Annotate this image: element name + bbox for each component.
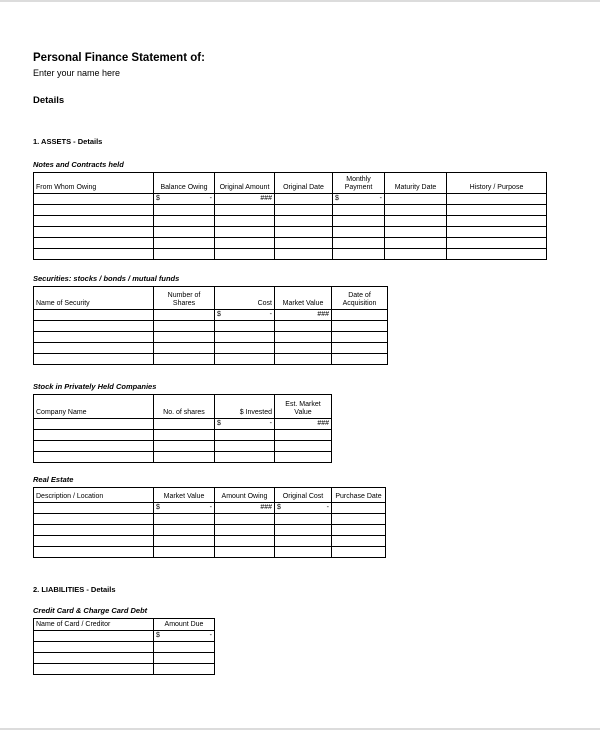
- table-cell[interactable]: [215, 525, 275, 536]
- column-header: Original Amount: [215, 173, 275, 194]
- table-cell[interactable]: [154, 238, 215, 249]
- table-cell[interactable]: [385, 249, 447, 260]
- real-estate-table: [33, 487, 386, 558]
- table-cell[interactable]: [215, 205, 275, 216]
- table-row: [34, 216, 547, 227]
- table-cell[interactable]: [215, 547, 275, 558]
- dollar-sign: $: [217, 420, 221, 427]
- table-cell[interactable]: [215, 354, 275, 365]
- table-cell[interactable]: [154, 536, 215, 547]
- table-cell[interactable]: [34, 321, 154, 332]
- column-header: Name of Card / Creditor: [34, 619, 154, 631]
- column-header: Number of Shares: [154, 287, 215, 310]
- table-cell[interactable]: [154, 321, 215, 332]
- column-header: Description / Location: [34, 488, 154, 503]
- table-cell[interactable]: [385, 238, 447, 249]
- table-cell[interactable]: [332, 514, 386, 525]
- table-row: [34, 419, 332, 430]
- table-cell[interactable]: [275, 514, 332, 525]
- table-row: [34, 452, 332, 463]
- table-cell[interactable]: [332, 332, 388, 343]
- table-row: [34, 503, 386, 514]
- assets-section-heading: 1. ASSETS - Details: [33, 137, 103, 146]
- dash: -: [269, 311, 272, 318]
- table-cell[interactable]: [215, 343, 275, 354]
- table-cell[interactable]: [385, 216, 447, 227]
- table-cell[interactable]: [34, 194, 154, 205]
- column-header: Amount Owing: [215, 488, 275, 503]
- table-cell[interactable]: [215, 452, 275, 463]
- table-cell[interactable]: [34, 249, 154, 260]
- table-cell[interactable]: [154, 430, 215, 441]
- notes-contracts-title: Notes and Contracts held: [33, 160, 124, 169]
- table-cell[interactable]: [215, 249, 275, 260]
- table-cell[interactable]: [215, 441, 275, 452]
- column-header: No. of shares: [154, 395, 215, 419]
- table-cell[interactable]: [275, 343, 332, 354]
- dollar-sign: $: [217, 311, 221, 318]
- table-cell[interactable]: [332, 354, 388, 365]
- table-cell[interactable]: [275, 547, 332, 558]
- dollar-sign: $: [156, 632, 160, 639]
- column-header: History / Purpose: [447, 173, 547, 194]
- notes-contracts-table: [33, 172, 547, 260]
- column-header: Date of Acquisition: [332, 287, 388, 310]
- table-cell[interactable]: [447, 216, 547, 227]
- table-row: [34, 310, 388, 321]
- header-row: [34, 619, 215, 631]
- column-header: Original Cost: [275, 488, 332, 503]
- securities-table: [33, 286, 388, 365]
- table-cell[interactable]: [447, 238, 547, 249]
- table-cell[interactable]: [34, 441, 154, 452]
- table-cell[interactable]: [34, 525, 154, 536]
- table-cell[interactable]: [332, 536, 386, 547]
- dash: -: [209, 504, 212, 511]
- dollar-sign: $: [277, 504, 281, 511]
- table-row: [34, 536, 386, 547]
- column-header: Est. Market Value: [275, 395, 332, 419]
- credit-card-title: Credit Card & Charge Card Debt: [33, 606, 148, 615]
- table-row: [34, 547, 386, 558]
- table-cell[interactable]: [34, 238, 154, 249]
- table-cell[interactable]: [154, 547, 215, 558]
- table-cell[interactable]: [215, 227, 275, 238]
- table-row: [34, 441, 332, 452]
- column-header: $ Invested: [215, 395, 275, 419]
- dash: -: [209, 195, 212, 202]
- table-cell[interactable]: [385, 194, 447, 205]
- table-cell[interactable]: [215, 430, 275, 441]
- table-row: [34, 430, 332, 441]
- securities-title: Securities: stocks / bonds / mutual funds: [33, 274, 180, 283]
- table-cell[interactable]: [215, 321, 275, 332]
- table-cell[interactable]: [154, 310, 215, 321]
- table-cell[interactable]: [154, 631, 215, 642]
- table-cell[interactable]: [333, 249, 385, 260]
- table-cell[interactable]: [215, 332, 275, 343]
- table-cell[interactable]: [34, 503, 154, 514]
- header-row: [34, 173, 547, 194]
- table-cell[interactable]: [275, 503, 332, 514]
- table-cell[interactable]: [275, 249, 333, 260]
- table-cell[interactable]: [215, 310, 275, 321]
- table-cell[interactable]: ###: [275, 419, 332, 430]
- table-cell[interactable]: [34, 419, 154, 430]
- table-cell[interactable]: [275, 525, 332, 536]
- table-cell[interactable]: [275, 430, 332, 441]
- table-cell[interactable]: [154, 653, 215, 664]
- column-header: From Whom Owing: [34, 173, 154, 194]
- table-cell[interactable]: [34, 205, 154, 216]
- table-cell[interactable]: [333, 238, 385, 249]
- column-header: Balance Owing: [154, 173, 215, 194]
- table-cell[interactable]: [275, 321, 332, 332]
- column-header: Cost: [215, 287, 275, 310]
- table-cell[interactable]: [154, 354, 215, 365]
- table-cell[interactable]: [275, 194, 333, 205]
- liabilities-section-heading: 2. LIABILITIES - Details: [33, 585, 116, 594]
- table-cell[interactable]: [332, 503, 386, 514]
- table-cell[interactable]: [154, 216, 215, 227]
- table-cell[interactable]: [154, 525, 215, 536]
- table-cell[interactable]: [215, 536, 275, 547]
- table-cell[interactable]: [154, 642, 215, 653]
- dollar-sign: $: [335, 195, 339, 202]
- table-row: [34, 332, 388, 343]
- real-estate-title: Real Estate: [33, 475, 74, 484]
- table-cell[interactable]: [34, 332, 154, 343]
- table-cell[interactable]: [154, 332, 215, 343]
- table-cell[interactable]: [275, 238, 333, 249]
- document-title: Personal Finance Statement of:: [33, 52, 205, 64]
- column-header: Market Value: [275, 287, 332, 310]
- column-header: Market Value: [154, 488, 215, 503]
- table-cell[interactable]: [333, 216, 385, 227]
- table-cell[interactable]: [34, 653, 154, 664]
- table-cell[interactable]: [34, 536, 154, 547]
- column-header: Monthly Payment: [333, 173, 385, 194]
- table-row: [34, 514, 386, 525]
- name-placeholder-line[interactable]: Enter your name here: [33, 68, 121, 78]
- table-cell[interactable]: [447, 227, 547, 238]
- table-cell[interactable]: [447, 194, 547, 205]
- dash: -: [209, 632, 212, 639]
- column-header: Name of Security: [34, 287, 154, 310]
- table-cell[interactable]: [34, 664, 154, 675]
- table-cell[interactable]: [333, 205, 385, 216]
- table-cell[interactable]: [332, 547, 386, 558]
- dash: -: [379, 195, 382, 202]
- header-row: [34, 287, 388, 310]
- table-cell[interactable]: [332, 525, 386, 536]
- table-cell[interactable]: [34, 452, 154, 463]
- table-cell[interactable]: [154, 194, 215, 205]
- table-cell[interactable]: [154, 664, 215, 675]
- table-cell[interactable]: [447, 249, 547, 260]
- table-row: [34, 321, 388, 332]
- table-cell[interactable]: [34, 631, 154, 642]
- table-row: [34, 227, 547, 238]
- column-header: Company Name: [34, 395, 154, 419]
- table-cell[interactable]: [215, 514, 275, 525]
- table-cell[interactable]: [215, 238, 275, 249]
- table-cell[interactable]: [275, 452, 332, 463]
- table-cell[interactable]: [34, 354, 154, 365]
- table-cell[interactable]: [154, 205, 215, 216]
- table-cell[interactable]: [34, 430, 154, 441]
- table-cell[interactable]: ###: [275, 310, 332, 321]
- column-header: Purchase Date: [332, 488, 386, 503]
- table-cell[interactable]: [332, 343, 388, 354]
- table-cell[interactable]: [154, 343, 215, 354]
- table-cell[interactable]: [332, 321, 388, 332]
- table-cell[interactable]: [34, 227, 154, 238]
- private-stock-table: [33, 394, 332, 463]
- table-cell[interactable]: ###: [215, 503, 275, 514]
- table-cell[interactable]: [34, 310, 154, 321]
- table-row: [34, 631, 215, 642]
- table-row: [34, 525, 386, 536]
- table-row: [34, 354, 388, 365]
- table-cell[interactable]: [275, 354, 332, 365]
- table-cell[interactable]: [154, 514, 215, 525]
- table-cell[interactable]: [34, 642, 154, 653]
- table-cell[interactable]: [275, 536, 332, 547]
- table-cell[interactable]: [215, 419, 275, 430]
- details-heading: Details: [33, 95, 65, 106]
- table-cell[interactable]: [34, 343, 154, 354]
- credit-card-table: [33, 618, 215, 675]
- table-cell[interactable]: [275, 332, 332, 343]
- table-cell[interactable]: [34, 216, 154, 227]
- table-cell[interactable]: [154, 441, 215, 452]
- dollar-sign: $: [156, 195, 160, 202]
- table-row: [34, 205, 547, 216]
- column-header: Original Date: [275, 173, 333, 194]
- table-row: [34, 238, 547, 249]
- column-header: Amount Due: [154, 619, 215, 631]
- table-cell[interactable]: [385, 227, 447, 238]
- dash: -: [326, 504, 329, 511]
- table-cell[interactable]: [275, 216, 333, 227]
- table-cell[interactable]: [34, 514, 154, 525]
- table-cell[interactable]: [275, 441, 332, 452]
- table-cell[interactable]: [333, 194, 385, 205]
- table-row: [34, 343, 388, 354]
- table-row: [34, 664, 215, 675]
- table-cell[interactable]: [215, 216, 275, 227]
- table-row: [34, 194, 547, 205]
- table-cell[interactable]: [154, 227, 215, 238]
- table-row: [34, 653, 215, 664]
- table-cell[interactable]: [275, 227, 333, 238]
- table-cell[interactable]: [447, 205, 547, 216]
- table-cell[interactable]: [333, 227, 385, 238]
- dash: -: [269, 420, 272, 427]
- table-cell[interactable]: [154, 503, 215, 514]
- table-row: [34, 642, 215, 653]
- private-stock-title: Stock in Privately Held Companies: [33, 382, 157, 391]
- table-cell[interactable]: [385, 205, 447, 216]
- table-cell[interactable]: [154, 452, 215, 463]
- table-cell[interactable]: [275, 205, 333, 216]
- table-cell[interactable]: [154, 419, 215, 430]
- header-row: [34, 395, 332, 419]
- table-cell[interactable]: [332, 310, 388, 321]
- header-row: [34, 488, 386, 503]
- table-row: [34, 249, 547, 260]
- table-cell[interactable]: [34, 547, 154, 558]
- table-cell[interactable]: [154, 249, 215, 260]
- column-header: Maturity Date: [385, 173, 447, 194]
- dollar-sign: $: [156, 504, 160, 511]
- table-cell[interactable]: ###: [215, 194, 275, 205]
